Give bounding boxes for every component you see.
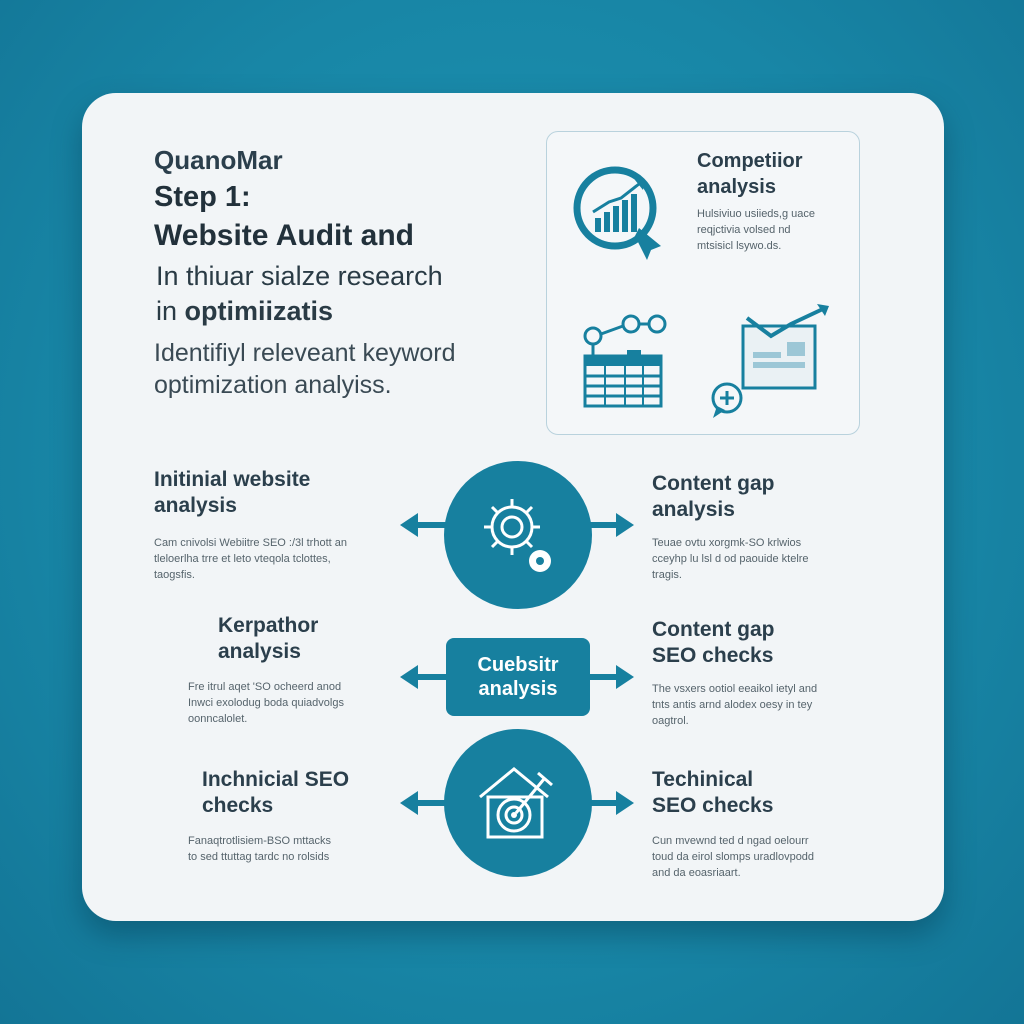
left-2-title-line-2: analysis bbox=[218, 640, 301, 663]
kerpathor-analysis-text bbox=[188, 679, 428, 727]
right-1-title-line-2: analysis bbox=[652, 498, 735, 521]
content-gap-analysis-title bbox=[652, 471, 774, 523]
left-3-text-line-1: Fanaqtrotlisiem-BSO mttacks bbox=[188, 835, 332, 847]
left-1-text-line-3: taogsfis. bbox=[154, 569, 195, 581]
right-3-title-line-1: Techinical bbox=[652, 768, 754, 791]
right-1-text-line-2: cceyhp lu lsl d od paouide ktelre bbox=[652, 553, 809, 565]
competitor-text-line-3: mtsisicl lsywo.ds. bbox=[697, 240, 782, 252]
competitor-text bbox=[697, 206, 847, 254]
audit-circle bbox=[444, 729, 592, 877]
description-line-2: optimization analyiss. bbox=[154, 371, 392, 399]
left-1-text-line-1: Cam cnivolsi Webiitre SEO :/3l trhott an bbox=[154, 537, 347, 549]
competitor-panel bbox=[546, 131, 860, 435]
subtitle-bold: optimiizatis bbox=[184, 296, 334, 326]
audit-target-icon bbox=[472, 757, 564, 849]
website-analysis-pill bbox=[446, 638, 590, 716]
right-1-text-line-1: Teuae ovtu xorgmk-SO krlwios bbox=[652, 537, 802, 549]
right-2-text-line-2: tnts antis arnd alodex oesy in tey bbox=[652, 699, 813, 711]
left-1-text-line-2: tleloerlha trre et leto vteqola tclottes, bbox=[154, 553, 331, 565]
left-2-text-line-3: oonncalolet. bbox=[188, 713, 248, 725]
competitor-title-line-2: analysis bbox=[697, 176, 776, 198]
technical-seo-right-title bbox=[652, 767, 773, 819]
subtitle-line-1: In thiuar sialze research bbox=[156, 261, 443, 291]
competitor-text-line-1: Hulsiviuo usiieds,g uace bbox=[697, 208, 816, 220]
competitor-title-line-1: Competiior bbox=[697, 150, 803, 172]
technical-seo-left-text bbox=[188, 833, 428, 865]
left-2-text-line-1: Fre itrul aqet 'SO ocheerd anod bbox=[188, 681, 342, 693]
content-gap-seo-title bbox=[652, 617, 774, 669]
right-3-text-line-2: toud da eirol slomps uradlovpodd bbox=[652, 851, 815, 863]
brand-name: QuanoMar bbox=[154, 145, 283, 175]
left-2-text-line-2: Inwci exolodug boda quiadvolgs bbox=[188, 697, 344, 709]
left-1-title-line-2: analysis bbox=[154, 494, 237, 517]
right-1-title-line-1: Content gap bbox=[652, 472, 775, 495]
right-2-title-line-1: Content gap bbox=[652, 618, 775, 641]
right-3-text-line-3: and da eoasriaart. bbox=[652, 867, 741, 879]
subtitle-line-2 bbox=[156, 296, 333, 327]
step-label: Step 1: bbox=[154, 181, 251, 213]
headline: Website Audit and bbox=[154, 219, 415, 252]
right-3-text-line-1: Cun mvewnd ted d ngad oelourr bbox=[652, 835, 809, 847]
content-gap-analysis-text bbox=[652, 535, 892, 583]
left-3-text-line-2: to sed ttuttag tardc no rolsids bbox=[188, 851, 330, 863]
pill-line-1: Cuebsitr bbox=[477, 654, 559, 676]
right-3-title-line-2: SEO checks bbox=[652, 794, 774, 817]
kerpathor-analysis-title bbox=[218, 613, 318, 665]
left-3-title-line-1: Inchnicial SEO bbox=[202, 768, 350, 791]
right-2-title-line-2: SEO checks bbox=[652, 644, 774, 667]
settings-circle bbox=[444, 461, 592, 609]
competitor-title bbox=[697, 148, 847, 200]
right-2-text-line-1: The vsxers ootiol eeaikol ietyl and bbox=[652, 683, 818, 695]
left-3-title-line-2: checks bbox=[202, 794, 274, 817]
pill-line-2: analysis bbox=[478, 678, 558, 700]
initial-website-analysis-title bbox=[154, 467, 310, 519]
left-1-title-line-1: Initinial website bbox=[154, 468, 311, 491]
technical-seo-left-title bbox=[202, 767, 349, 819]
infographic-card bbox=[82, 93, 944, 921]
competitor-text-line-2: reqjctivia volsed nd bbox=[697, 224, 791, 236]
magnifier-chart-icon bbox=[569, 162, 679, 262]
subtitle-prefix: in bbox=[156, 296, 185, 326]
trend-report-icon bbox=[707, 302, 837, 422]
left-2-title-line-1: Kerpathor bbox=[218, 614, 319, 637]
workflow-table-icon bbox=[581, 312, 671, 412]
gears-icon bbox=[478, 491, 562, 581]
right-2-text-line-3: oagtrol. bbox=[652, 715, 689, 727]
initial-website-analysis-text bbox=[154, 535, 414, 583]
technical-seo-right-text bbox=[652, 833, 892, 881]
right-1-text-line-3: tragis. bbox=[652, 569, 682, 581]
description-line-1: Identifiyl releveant keyword bbox=[154, 339, 456, 367]
content-gap-seo-text bbox=[652, 681, 892, 729]
